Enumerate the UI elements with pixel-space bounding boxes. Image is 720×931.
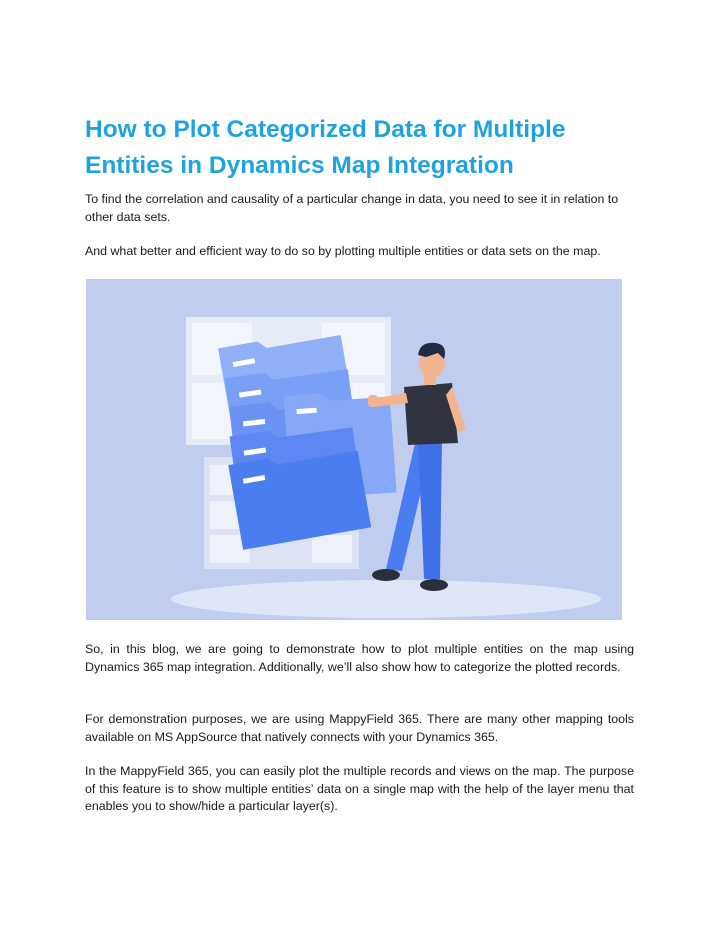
mappyfield-feature-paragraph: In the MappyField 365, you can easily plot the multiple records and views on the map. The purpose of this feature is to show multiple entities’ data on a single map with the help of the layer menu that enables you to show/hide a particular layer(s). (85, 764, 634, 813)
folders-illustration (86, 279, 622, 620)
blog-intro-paragraph: So, in this blog, we are going to demonstrate how to plot multiple entities on the map using Dynamics 365 map integration. Additionally, we’ll also show how to categorize the plotted records. (85, 642, 634, 674)
second-paragraph: And what better and efficient way to do so by plotting multiple entities or data sets on the map. (85, 244, 601, 258)
floor-shadow (171, 580, 601, 618)
article-title: How to Plot Categorized Data for Multiple Entities in Dynamics Map Integration (85, 116, 566, 179)
demonstration-paragraph: For demonstration purposes, we are using MappyField 365. There are many other mapping tools available on MS AppSource that natively connects with your Dynamics 365. (85, 712, 634, 744)
intro-paragraph: To find the correlation and causality of a particular change in data, you need to see it in relation to other data sets. (85, 192, 619, 224)
